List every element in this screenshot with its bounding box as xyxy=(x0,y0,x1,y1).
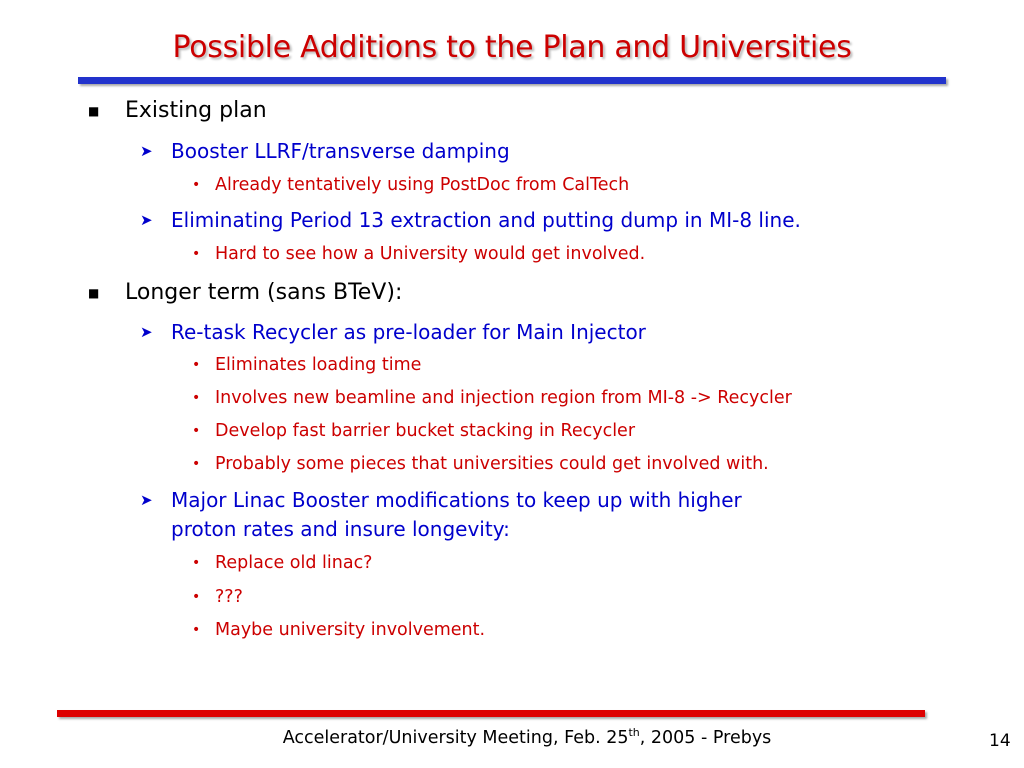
section-heading: Longer term (sans BTeV): xyxy=(125,280,403,305)
arrowhead-bullet-icon: ➤ xyxy=(140,323,153,341)
slide-title: Possible Additions to the Plan and Universities xyxy=(172,30,852,65)
sub-list-item: Replace old linac? xyxy=(215,553,373,573)
list-item: Booster LLRF/transverse damping xyxy=(171,139,510,163)
footer-divider xyxy=(57,710,925,717)
list-item: Eliminating Period 13 extraction and putting dump in MI-8 line. xyxy=(171,208,801,232)
sub-list-item: Hard to see how a University would get involved. xyxy=(215,244,646,264)
square-bullet-icon: ■ xyxy=(88,286,100,300)
dot-bullet-icon: • xyxy=(192,622,201,638)
dot-bullet-icon: • xyxy=(192,177,201,193)
list-item-line-2: proton rates and insure longevity: xyxy=(171,517,510,541)
page-number: 14 xyxy=(989,731,1011,751)
footer-text xyxy=(0,726,1024,750)
sub-list-item: ??? xyxy=(215,587,243,607)
footer-text-main: Accelerator/University Meeting, Feb. 25 xyxy=(282,728,629,748)
list-item: Re-task Recycler as pre-loader for Main Injector xyxy=(171,320,646,344)
arrowhead-bullet-icon: ➤ xyxy=(140,142,153,160)
sub-list-item: Eliminates loading time xyxy=(215,355,422,375)
square-bullet-icon: ■ xyxy=(88,104,100,118)
section-heading: Existing plan xyxy=(125,98,267,123)
title-divider xyxy=(78,77,946,84)
sub-list-item: Develop fast barrier bucket stacking in Recycler xyxy=(215,421,636,441)
dot-bullet-icon: • xyxy=(192,357,201,373)
footer-superscript: th xyxy=(628,726,640,740)
list-item-line-1: Major Linac Booster modifications to keep up with higher xyxy=(171,488,742,512)
dot-bullet-icon: • xyxy=(192,456,201,472)
dot-bullet-icon: • xyxy=(192,246,201,262)
dot-bullet-icon: • xyxy=(192,589,201,605)
sub-list-item: Probably some pieces that universities could get involved with. xyxy=(215,454,769,474)
dot-bullet-icon: • xyxy=(192,555,201,571)
sub-list-item: Already tentatively using PostDoc from CalTech xyxy=(215,175,630,195)
dot-bullet-icon: • xyxy=(192,390,201,406)
sub-list-item: Maybe university involvement. xyxy=(215,620,486,640)
sub-list-item: Involves new beamline and injection region from MI-8 -> Recycler xyxy=(215,388,792,408)
footer-text-tail: , 2005 - Prebys xyxy=(639,728,772,748)
arrowhead-bullet-icon: ➤ xyxy=(140,491,153,509)
dot-bullet-icon: • xyxy=(192,423,201,439)
arrowhead-bullet-icon: ➤ xyxy=(140,211,153,229)
